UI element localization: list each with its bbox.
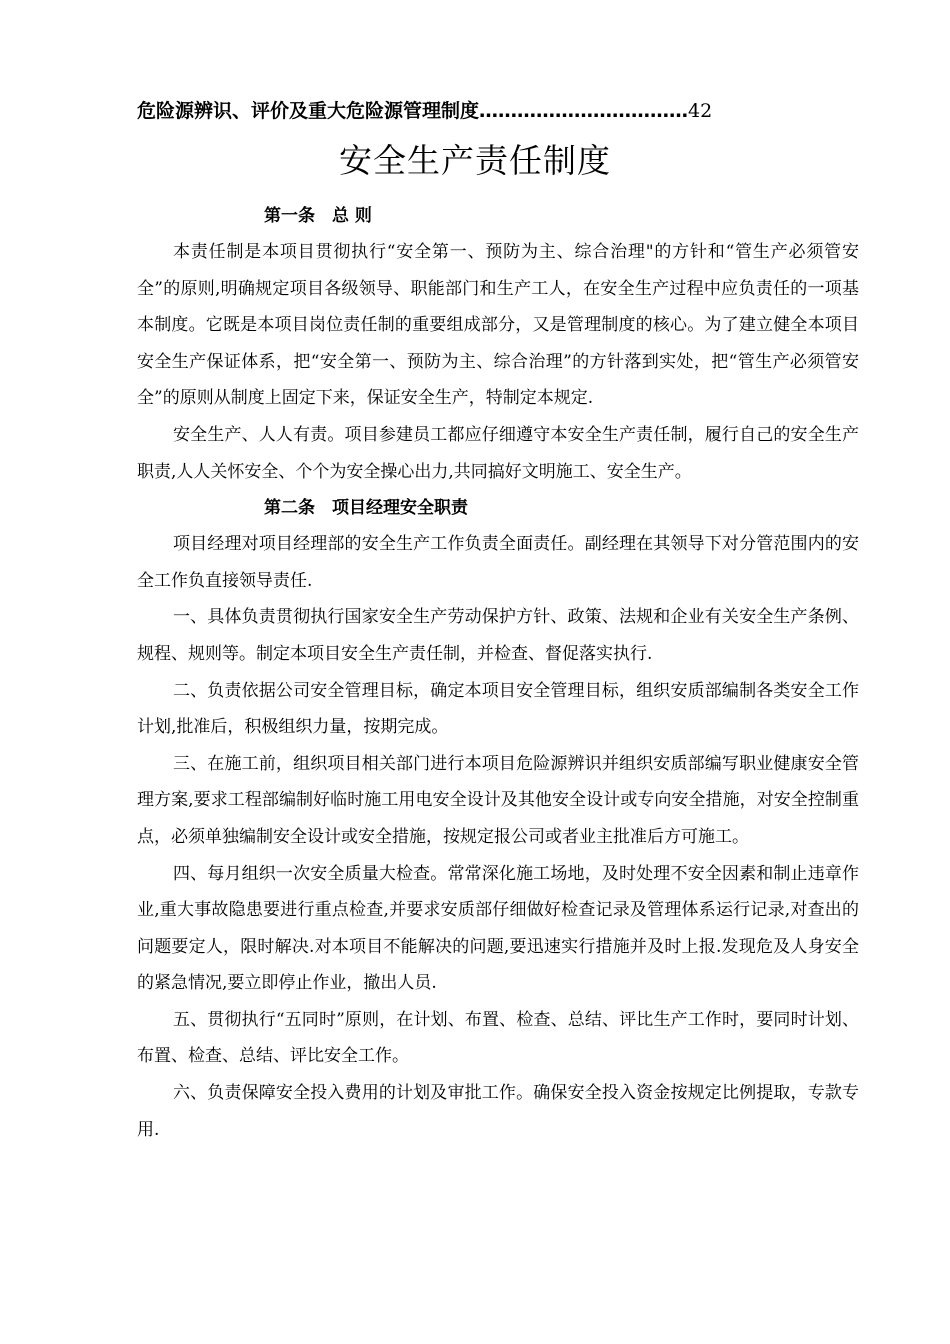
section-2-paragraph-4: 三、在施工前，组织项目相关部门进行本项目危险源辨识并组织安质部编写职业健康安全管理方案,要求工程部编制好临时施工用电安全设计及其他安全设计或专向安全措施，对安全控制重点，必须单独编制安全设计或安全措施，按规定报公司或者业主批准后方可施工。 (137, 753, 859, 847)
section-2-paragraph-7: 六、负责保障安全投入费用的计划及审批工作。确保安全投入资金按规定比例提取，专款专用. (137, 1083, 859, 1140)
document-title: 安全生产责任制度 (339, 141, 611, 180)
section-2-paragraph-5: 四、每月组织一次安全质量大检查。常常深化施工场地，及时处理不安全因素和制止违章作业,重大事故隐患要进行重点检查,并要求安质部仔细做好检查记录及管理体系运行记录,对查出的问题要定人，限时解决.对本项目不能解决的问题,要迅速实行措施并及时上报.发现危及人身安全的紧急情况,要立即停止作业，撤出人员. (137, 863, 859, 994)
section-1-paragraph-2: 安全生产、人人有责。项目参建员工都应仔细遵守本安全生产责任制，履行自己的安全生产职责,人人关怀安全、个个为安全操心出力,共同搞好文明施工、安全生产。 (137, 424, 859, 482)
section-2-paragraph-2: 一、具体负责贯彻执行国家安全生产劳动保护方针、政策、法规和企业有关安全生产条例、规程、规则等。制定本项目安全生产责任制，并检查、督促落实执行. (137, 607, 859, 664)
section-2-paragraph-1: 项目经理对项目经理部的安全生产工作负责全面责任。副经理在其领导下对分管范围内的安全工作负直接领导责任. (137, 534, 859, 591)
document-body (137, 198, 859, 1148)
section-heading-1: 第一条 总 则 (264, 206, 372, 226)
toc-entry-text: 危险源辨识、评价及重大危险源管理制度 (137, 100, 480, 122)
section-2-paragraph-3: 二、负责依据公司安全管理目标，确定本项目安全管理目标，组织安质部编制各类安全工作计划,批准后，积极组织力量，按期完成。 (137, 680, 859, 738)
section-heading-2: 第二条 项目经理安全职责 (264, 498, 468, 519)
section-2-paragraph-6: 五、贯彻执行“五同时”原则，在计划、布置、检查、总结、评比生产工作时，要同时计划、布置、检查、总结、评比安全工作。 (137, 1009, 859, 1067)
toc-page-number: 42 (688, 100, 713, 122)
section-1-paragraph-1: 本责任制是本项目贯彻执行“安全第一、预防为主、综合治理"的方针和“管生产必须管安全”的原则,明确规定项目各级领导、职能部门和生产工人，在安全生产过程中应负责任的一项基本制度。它既是本项目岗位责任制的重要组成部分，又是管理制度的核心。为了建立健全本项目安全生产保证体系，把“安全第一、预防为主、综合治理”的方针落到实处，把“管生产必须管安全”的原则从制度上固定下来，保证安全生产，特制定本规定. (137, 242, 859, 409)
toc-leader-dots: …………………………… (479, 100, 689, 122)
toc-entry (137, 97, 857, 125)
